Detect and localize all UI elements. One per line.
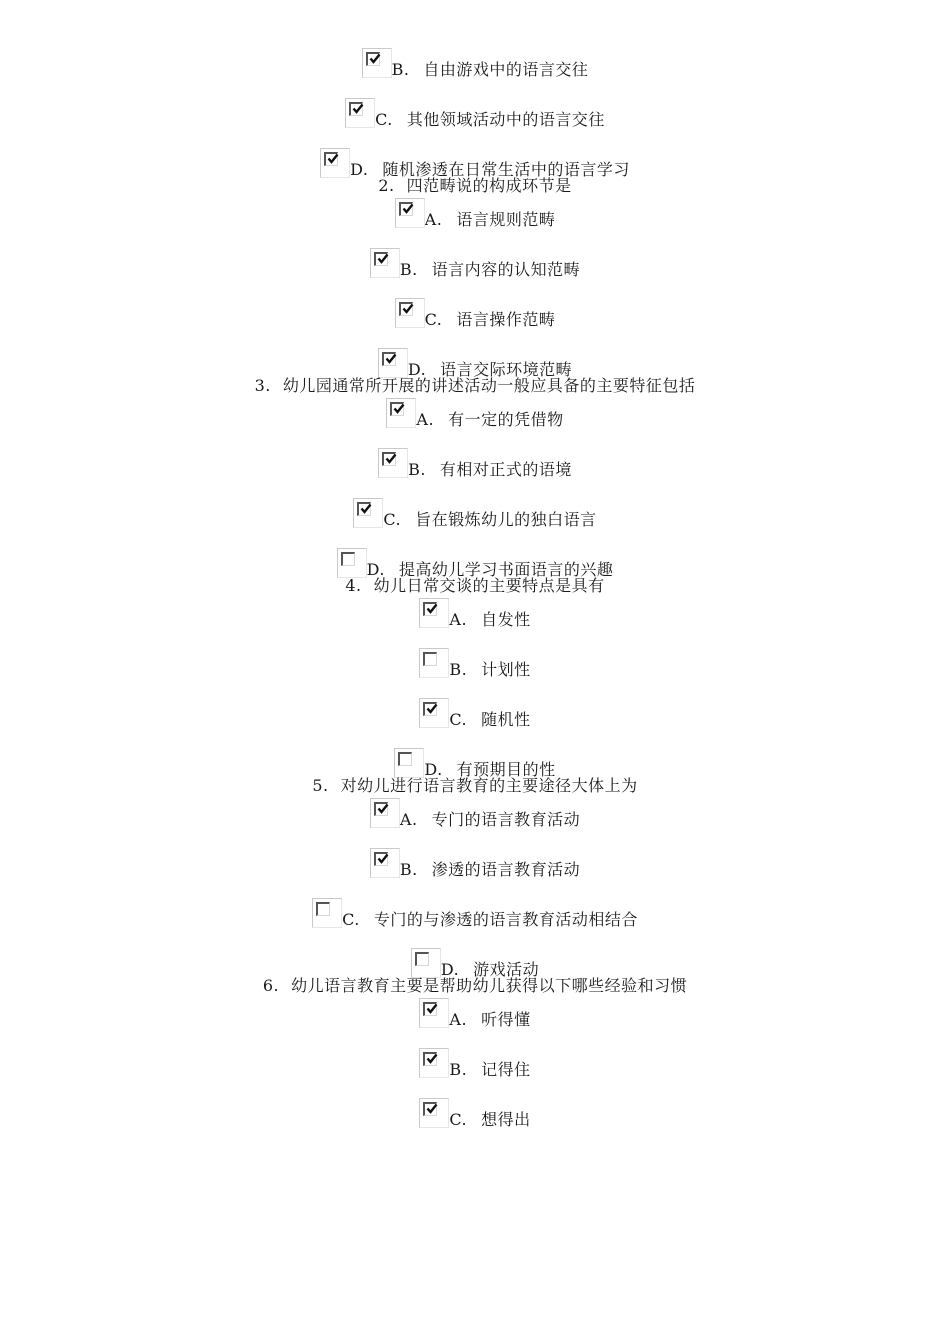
option-row (0, 48, 950, 82)
option-checkbox[interactable] (320, 148, 350, 178)
option-row (0, 198, 950, 232)
question-text: 幼儿日常交谈的主要特点是具有 (373, 576, 605, 595)
checkmark-icon (393, 403, 405, 415)
checkmark-icon (426, 1053, 438, 1065)
checkmark-icon (377, 803, 389, 815)
option-row (0, 98, 950, 132)
option-a (395, 198, 556, 230)
option-letter: D. (366, 560, 385, 579)
option-text: 旨在锻炼幼儿的独白语言 (415, 510, 597, 529)
option-checkbox[interactable] (419, 998, 449, 1028)
checkmark-icon (385, 453, 397, 465)
option-row (0, 498, 950, 532)
question-2 (0, 176, 950, 198)
checkbox-frame (382, 352, 396, 366)
option-row (0, 698, 950, 732)
option-checkbox[interactable] (386, 398, 416, 428)
checkmark-icon (377, 853, 389, 865)
option-text: 语言操作范畴 (456, 310, 556, 329)
option-checkbox[interactable] (394, 748, 424, 778)
checkbox-frame (324, 152, 338, 166)
option-checkbox[interactable] (337, 548, 367, 578)
option-c (395, 298, 556, 330)
checkbox-frame (390, 402, 404, 416)
option-letter: A. (449, 1010, 468, 1029)
option-label (370, 798, 580, 830)
option-b (362, 48, 589, 80)
checkbox-frame (349, 102, 363, 116)
checkbox-frame (423, 602, 437, 616)
option-letter: C. (424, 310, 443, 329)
checkbox-frame (341, 552, 355, 566)
checkmark-icon (426, 603, 438, 615)
option-checkbox[interactable] (353, 498, 383, 528)
question-number: 6. (262, 976, 280, 995)
option-label (370, 248, 580, 280)
option-text: 游戏活动 (473, 960, 540, 979)
checkmark-icon (426, 1103, 438, 1115)
question-text: 幼儿语言教育主要是帮助幼儿获得以下哪些经验和习惯 (291, 976, 688, 995)
checkbox-frame (374, 252, 388, 266)
option-letter: A. (449, 610, 468, 629)
option-text: 自由游戏中的语言交往 (423, 60, 589, 79)
option-checkbox[interactable] (419, 1098, 449, 1128)
checkmark-icon (327, 153, 339, 165)
option-checkbox[interactable] (312, 898, 342, 928)
option-letter: A. (424, 210, 443, 229)
option-a (419, 598, 530, 630)
option-checkbox[interactable] (419, 698, 449, 728)
option-checkbox[interactable] (395, 198, 425, 228)
option-checkbox[interactable] (370, 248, 400, 278)
checkbox-frame (382, 452, 396, 466)
option-b (378, 448, 572, 480)
option-c (312, 898, 638, 930)
option-text: 计划性 (481, 660, 531, 679)
question-number: 2. (378, 176, 395, 195)
option-text: 语言内容的认知范畴 (431, 260, 581, 279)
checkbox-frame (423, 1052, 437, 1066)
option-c (353, 498, 596, 530)
option-checkbox[interactable] (419, 648, 449, 678)
option-letter: B. (449, 1060, 468, 1079)
option-letter: A. (399, 810, 418, 829)
option-text: 自发性 (481, 610, 531, 629)
option-row (0, 598, 950, 632)
option-letter: C. (449, 1110, 468, 1129)
option-text: 其他领域活动中的语言交往 (406, 110, 605, 129)
question-5 (0, 776, 950, 798)
option-letter: C. (342, 910, 360, 929)
option-a (370, 798, 580, 830)
question-text: 四范畴说的构成环节是 (406, 176, 572, 195)
option-row (0, 998, 950, 1032)
option-letter: C. (375, 110, 393, 129)
option-checkbox[interactable] (345, 98, 375, 128)
option-checkbox[interactable] (362, 48, 392, 78)
option-label (353, 498, 596, 530)
option-row (0, 898, 950, 932)
option-checkbox[interactable] (370, 798, 400, 828)
option-text: 专门的与渗透的语言教育活动相结合 (373, 910, 638, 929)
option-text: 想得出 (481, 1110, 531, 1129)
option-label (345, 98, 605, 130)
option-row (0, 298, 950, 332)
option-text: 提高幼儿学习书面语言的兴趣 (398, 560, 614, 579)
option-letter: B. (391, 60, 410, 79)
checkbox-frame (423, 702, 437, 716)
checkbox-frame (374, 802, 388, 816)
option-text: 语言交际环境范畴 (440, 360, 573, 379)
checkmark-icon (385, 353, 397, 365)
option-a (419, 998, 530, 1030)
option-text: 随机性 (481, 710, 531, 729)
option-checkbox[interactable] (395, 298, 425, 328)
checkmark-icon (377, 253, 389, 265)
option-letter: D. (350, 160, 369, 179)
option-text: 有预期目的性 (456, 760, 556, 779)
checkbox-frame (374, 852, 388, 866)
option-text: 随机渗透在日常生活中的语言学习 (382, 160, 630, 179)
checkbox-frame (357, 502, 371, 516)
question-text: 幼儿园通常所开展的讲述活动一般应具备的主要特征包括 (282, 376, 696, 395)
option-row (0, 1048, 950, 1082)
option-b (419, 1048, 530, 1080)
option-checkbox[interactable] (370, 848, 400, 878)
option-row (0, 1098, 950, 1132)
checkbox-frame (398, 752, 412, 766)
option-letter: B. (408, 460, 426, 479)
option-row (0, 848, 950, 882)
question-6 (0, 976, 950, 998)
option-text: 听得懂 (481, 1010, 531, 1029)
option-row (0, 448, 950, 482)
option-b (370, 848, 580, 880)
option-c (345, 98, 605, 130)
option-checkbox[interactable] (411, 948, 441, 978)
option-text: 语言规则范畴 (456, 210, 556, 229)
option-text: 渗透的语言教育活动 (431, 860, 581, 879)
option-row (0, 398, 950, 432)
option-text: 专门的语言教育活动 (431, 810, 581, 829)
option-letter: C. (383, 510, 402, 529)
option-letter: D. (424, 760, 443, 779)
option-c (419, 698, 530, 730)
option-checkbox[interactable] (419, 1048, 449, 1078)
option-letter: D. (407, 360, 427, 379)
option-row (0, 248, 950, 282)
option-letter: A. (416, 410, 435, 429)
option-letter: D. (440, 960, 460, 979)
checkbox-frame (423, 652, 437, 666)
question-text: 对幼儿进行语言教育的主要途径大体上为 (340, 776, 638, 795)
option-letter: B. (449, 660, 468, 679)
option-label (312, 898, 638, 930)
option-letter: B. (399, 260, 418, 279)
checkmark-icon (402, 303, 414, 315)
checkbox-frame (316, 902, 330, 916)
option-row (0, 798, 950, 832)
checkmark-icon (352, 103, 364, 115)
option-letter: B. (399, 860, 418, 879)
checkbox-frame (366, 52, 380, 66)
option-b (419, 648, 530, 680)
option-a (386, 398, 563, 430)
option-checkbox[interactable] (419, 598, 449, 628)
question-4 (0, 576, 950, 598)
option-text: 记得住 (481, 1060, 531, 1079)
option-label (370, 848, 580, 880)
option-c (419, 1098, 530, 1130)
checkbox-frame (423, 1002, 437, 1016)
option-letter: C. (449, 710, 468, 729)
option-text: 有相对正式的语境 (439, 460, 572, 479)
question-3 (0, 376, 950, 398)
option-b (370, 248, 580, 280)
checkmark-icon (360, 503, 372, 515)
checkmark-icon (426, 703, 438, 715)
checkbox-frame (415, 952, 429, 966)
question-number: 5. (312, 776, 329, 795)
option-checkbox[interactable] (378, 448, 408, 478)
option-checkbox[interactable] (378, 348, 408, 378)
checkmark-icon (426, 1003, 438, 1015)
checkbox-frame (423, 1102, 437, 1116)
checkmark-icon (402, 203, 414, 215)
checkbox-frame (399, 202, 413, 216)
question-number: 4. (345, 576, 362, 595)
option-label (362, 48, 589, 80)
checkmark-icon (369, 53, 381, 65)
option-row (0, 648, 950, 682)
question-number: 3. (254, 376, 271, 395)
option-text: 有一定的凭借物 (448, 410, 564, 429)
checkbox-frame (399, 302, 413, 316)
